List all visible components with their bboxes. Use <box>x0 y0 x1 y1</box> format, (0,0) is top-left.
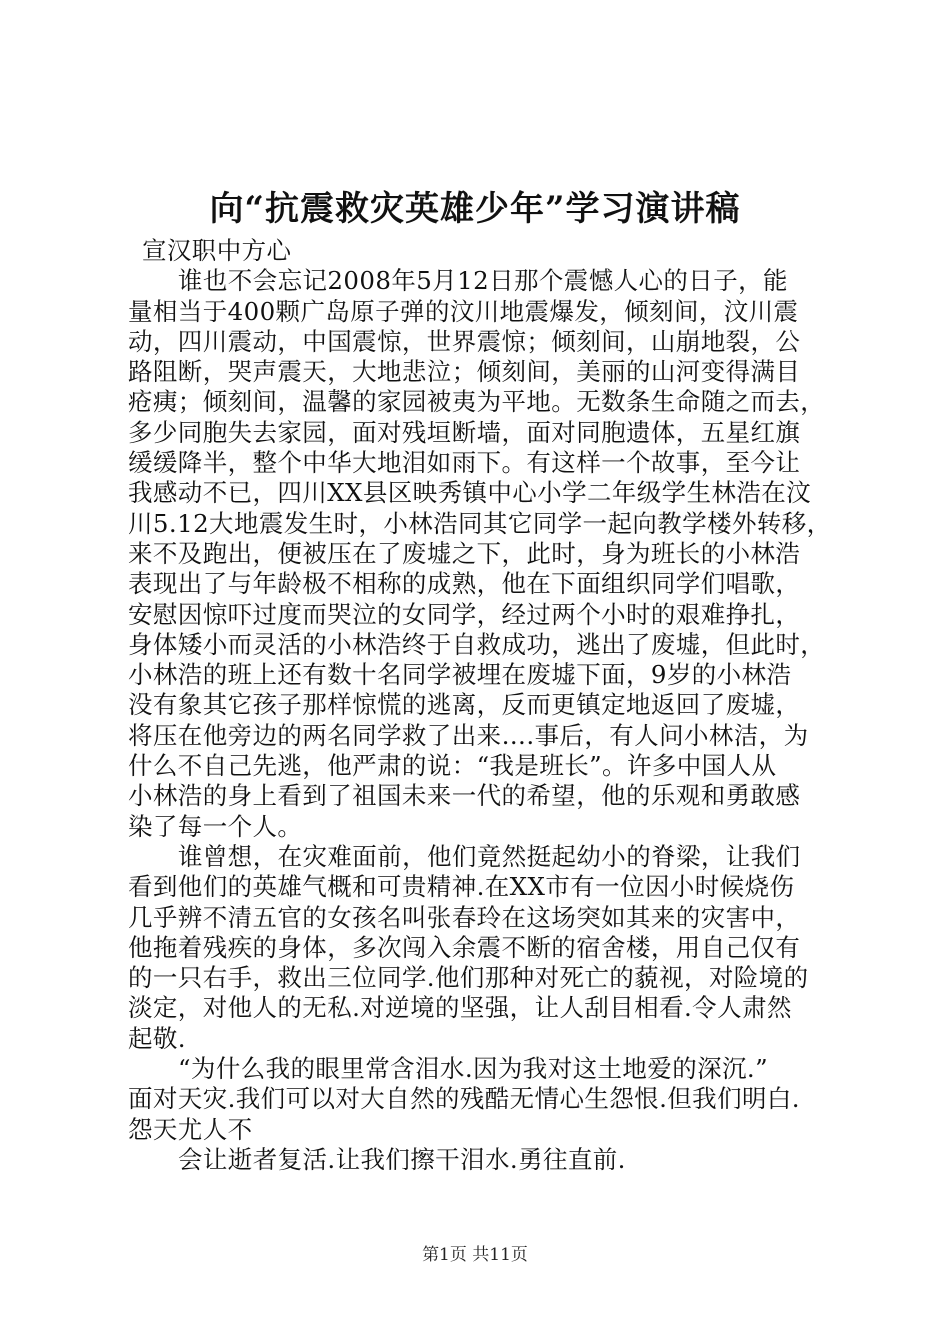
paragraph-line: 看到他们的英雄气概和可贵精神.在XX市有一位因小时候烧伤 <box>128 872 795 902</box>
paragraph-line: 会让逝者复活.让我们擦干泪水.勇往直前. <box>178 1144 626 1174</box>
paragraph-line: 小林浩的身上看到了祖国未来一代的希望，他的乐观和勇敢感 <box>128 781 801 811</box>
paragraph-line: 多少同胞失去家园，面对残垣断墙，面对同胞遗体，五星红旗 <box>128 417 801 447</box>
document-title: 向“抗震救灾英雄少年”学习演讲稿 <box>209 189 741 229</box>
paragraph-line: 谁也不会忘记2008年5月12日那个震憾人心的日子，能 <box>178 266 788 296</box>
paragraph-line: 川5.12大地震发生时，小林浩同其它同学一起向教学楼外转移， <box>128 508 832 538</box>
paragraph-line: 将压在他旁边的两名同学救了出来….事后，有人问小林洁，为 <box>128 720 809 750</box>
paragraph-line: 我感动不已，四川XX县区映秀镇中心小学二年级学生林浩在汶 <box>128 478 812 508</box>
paragraph-line: 染了每一个人。 <box>128 811 303 841</box>
paragraph-line: 表现出了与年龄极不相称的成熟，他在下面组织同学们唱歌， <box>128 569 801 599</box>
page-footer: 第1页 共11页 <box>422 1245 528 1265</box>
author-line: 宣汉职中方心 <box>142 236 292 265</box>
paragraph-line: 他拖着残疾的身体，多次闯入余震不断的宿舍楼，用自己仅有 <box>128 932 801 962</box>
paragraph-line: “为什么我的眼里常含泪水.因为我对这土地爱的深沉.” <box>178 1054 769 1084</box>
paragraph-line: 几乎辨不清五官的女孩名叫张春玲在这场突如其来的灾害中， <box>128 902 801 932</box>
paragraph-line: 面对天灾.我们可以对大自然的残酷无情心生怨恨.但我们明白. <box>128 1084 800 1114</box>
paragraph-line: 小林浩的班上还有数十名同学被埋在废墟下面，9岁的小林浩 <box>128 660 792 690</box>
paragraph-line: 淡定，对他人的无私.对逆境的坚强，让人刮目相看.令人肃然 <box>128 993 792 1023</box>
paragraph-line: 什么不自己先逃，他严肃的说：“我是班长”。许多中国人从 <box>128 751 777 781</box>
paragraph-line: 路阻断，哭声震天，大地悲泣；倾刻间，美丽的山河变得满目 <box>128 357 801 387</box>
paragraph-line: 谁曾想，在灾难面前，他们竟然挺起幼小的脊梁，让我们 <box>178 841 801 871</box>
paragraph-line: 没有象其它孩子那样惊慌的逃离，反而更镇定地返回了废墟， <box>128 690 801 720</box>
paragraph-line: 起敬. <box>128 1023 186 1053</box>
paragraph-line: 身体矮小而灵活的小林浩终于自救成功，逃出了废墟，但此时， <box>128 629 826 659</box>
paragraph-line: 怨天尤人不 <box>128 1114 253 1144</box>
paragraph-line: 缓缓降半，整个中华大地泪如雨下。有这样一个故事，至今让 <box>128 448 801 478</box>
paragraph-line: 的一只右手，救出三位同学.他们那种对死亡的藐视，对险境的 <box>128 963 809 993</box>
paragraph-line: 动，四川震动，中国震惊，世界震惊；倾刻间，山崩地裂，公 <box>128 326 801 356</box>
paragraph-line: 疮痍；倾刻间，温馨的家园被夷为平地。无数条生命随之而去， <box>128 387 826 417</box>
document-body <box>128 236 834 1175</box>
paragraph-line: 量相当于400颗广岛原子弹的汶川地震爆发，倾刻间，汶川震 <box>128 296 799 326</box>
paragraph-line: 来不及跑出，便被压在了废墟之下，此时，身为班长的小林浩 <box>128 538 801 568</box>
paragraph-line: 安慰因惊吓过度而哭泣的女同学，经过两个小时的艰难挣扎， <box>128 599 801 629</box>
